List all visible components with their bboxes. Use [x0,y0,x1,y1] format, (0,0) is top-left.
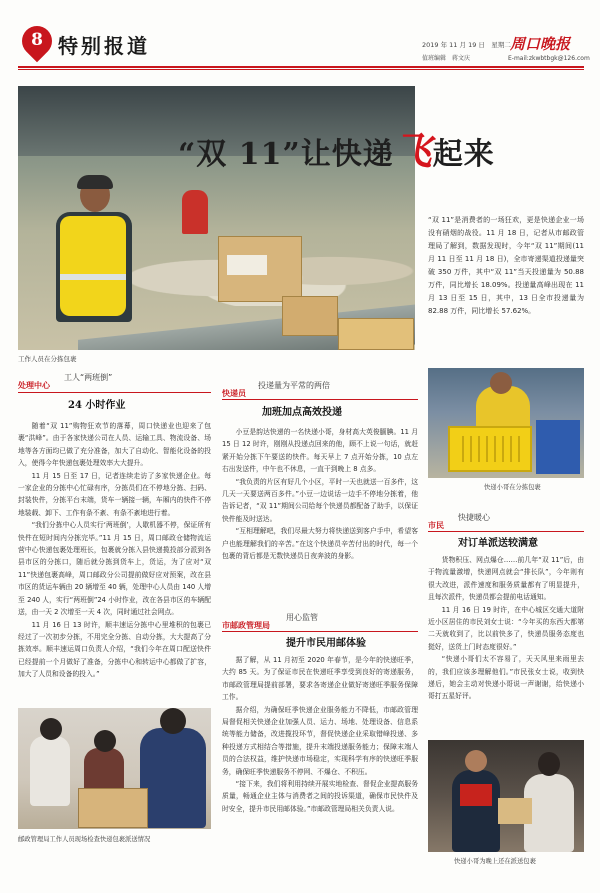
article-paragraph: 据了解，从 11 月初至 2020 年春节，是今年的快递旺季，大约 85 天。为了保证市民在快递旺季享受到良好的寄递服务，市邮政管理局提前部署，要求各寄递企业做好寄递旺季服务保障工作。 [222,656,418,702]
photo-courier [452,770,500,852]
section-kicker-postal: 用心监管 [286,613,318,622]
photo-blue-crate [536,420,580,474]
photo-courier-sorting [428,368,584,478]
section-rule [428,531,584,532]
section-headline-citizen: 对订单派送较满意 [458,538,538,549]
paper-logo: 周口晚报 [510,35,571,53]
article-paragraph: 11 月 16 日 19 时许，在中心城区交通大道附近小区居住的市民刘女士说：“今年买的东西大都第二天就收到了，比以前快多了，快递员服务态度也挺好，送货上门时态度很好。” [428,605,584,651]
masthead-rule [18,66,584,68]
section-kicker-courier: 投递量为平常的两倍 [258,381,330,390]
section-kicker-processing: 工人“两班倒” [64,373,113,382]
section-kicker-citizen: 快捷暖心 [458,513,490,522]
article-body-processing [18,420,211,702]
section-label-courier: 快递员 [222,389,246,398]
article-body-citizen [428,554,584,734]
article-paragraph: 11 月 15 日至 17 日，记者连续走访了多家快递企业。每一家企业的分拣中心忙碌有序，分拣员们在不停地分拣、扫码、封装快件，分拣平台末端，货车一辆接一辆，车厢内的快件不停地装载、卸下、工作有条不紊、有条不紊地进行着。 [18,471,211,517]
section-rule [222,399,418,400]
photo-person [140,728,206,828]
headline-part: 让快递 [300,137,394,172]
photo-caption: 快递小哥在分拣包裹 [484,484,541,491]
intro-paragraph: “双 11”是消费者的一场狂欢，更是快递企业一场没有硝烟的战役。11 月 18 日，记者从市邮政管理局了解到，数据发现时，今年“双 11”期间(11 月 11 日至 11 月 18 日)，全市寄递渠道投递量突破 350 万件，其中“双 11”当天投递量为 50.88 万件，同比增长 18.09%。投递量高峰出现在 11 月 13 日至 15 日，其中，13 日全市投递量为 82.88 万件，同比增长 57.62%。 [428,216,584,315]
article-paragraph: “接下来，我们将利用持续开展实地检查、督促企业提高服务质量，畅通企业主体与消费者之间的投诉渠道，确保市民快件及时安全，提升市民用邮体验。”市邮政管理局相关负责人说。 [222,780,418,813]
page-number-badge [22,26,52,60]
section-label-citizen: 市民 [428,521,444,530]
article-paragraph: “快递小哥们太不容易了，天天风里来雨里去的，我们应该多理解他们。”市民张女士说，收到快递后，她会主动对快递小哥说一声谢谢，给快递小哥打五星好评。 [428,655,584,701]
headline-highlight: 飞 [393,128,433,173]
photo-yellow-crate [448,426,532,472]
article-paragraph: “互相理解吧，我们尽最大努力将快递送到客户手中，希望客户也能理解我们的辛苦。”在这个快递员辛苦付出的时代，每一个包裹的背后都是无数快递员日夜奔波的身影。 [222,527,418,561]
article-paragraph: 小豆是韵达快递的一名快递小哥，身材高大英俊腼腆。11 月 15 日 12 时许，刚刚从投递点回来的他，顾不上说一句话，就赶紧开始分拣下午要送的快件。每天早上 7 点开始分拣，10 点左右出发送件，中午也不休息，一直干到晚上 8 点多。 [222,428,418,474]
worker-safety-vest [60,216,126,316]
section-headline-postal: 提升市民用邮体验 [286,638,366,649]
editor-email: E-mail:zkwbtbgk@126.com [508,55,590,62]
photo-postal-inspection [18,708,211,829]
article-paragraph: 随着“双 11”购物狂欢节的落幕，周口快递业也迎来了包裹“洪峰”。由于各家快递公司在人员、运输工具、物流设备、场地等各方面均已做了充分准备，加大了自动化、智能化设备的投入，使得今年快递包裹处理效率大大提升。 [18,422,211,468]
hero-headline [178,120,495,175]
section-label-processing: 处理中心 [18,381,50,390]
issue-date: 2019 年 11 月 19 日 星期二 [422,41,511,49]
photo-parcel-box [498,798,532,824]
article-body-courier [222,426,418,606]
photo-parcel-box [218,236,302,302]
photo-caption: 邮政管理局工作人员现场检查快递包裹派送情况 [18,836,151,843]
article-paragraph: 11 月 16 日 13 时许，顺丰速运分拣中心里堆积的包裹已经过了一次初步分拣，不用完全分拣、自动分拣，大大提高了分拣效率。顺丰速运周口负责人介绍，“我们今年在周口配送快件已经提前一个月做好了准备，分拣中心和转运中心都做了扩容，加大了人员和设备的投入。” [18,620,211,679]
section-title: 特别报道 [58,34,150,58]
photo-night-delivery [428,740,584,852]
photo-parcel-box [78,788,148,828]
section-rule [18,392,211,393]
masthead-rule-thin [18,69,584,70]
photo-background-worker [182,190,208,234]
article-body-postal [222,654,418,844]
editor-credit: 值班编辑 蒋文庆 [422,55,471,62]
section-headline-processing: 24 小时作业 [68,400,126,411]
photo-worker [46,178,138,350]
photo-parcel-box [282,296,338,336]
headline-part: “双 11” [178,137,301,172]
photo-parcel-box [338,318,414,350]
section-rule [222,631,418,632]
photo-caption: 快递小哥为晚上还在派送包裹 [454,858,536,865]
worker-cap [77,175,113,189]
photo-person [30,736,70,806]
hero-photo-caption: 工作人员在分拣包裹 [18,355,77,363]
headline-part: 起来 [432,137,495,172]
section-label-postal: 市邮政管理局 [222,621,270,630]
article-paragraph: “我们分拣中心人员实行‘两班倒’，人歇机器不停，保证所有快件在短时间内分拣完毕。”11 月 15 日，周口邮政仓储物流运营中心快递包裹处理班长，包裹就分拣入县快递揽投部分派到各县市区的分拣口，随后就分拣到货车上，货运，为了应对“双 11”快递包裹高峰，周口邮政分公司提前做好应对预案，改在县市区的货运车辆由 20 辆增至 40 辆，处理中心人员由 140 人增至 240 人，实行“两班倒”24 小时作业，改在各县市区的车辆配送，由一天 2 次增至一天 4 次，同时通过社会网点。 [18,521,211,617]
article-paragraph: 货物积压、网点爆仓……前几年“双 11”后，由于物流量激增，快递网点就会“排长队”，今年则有很大改进，派件速度和服务质量都有了明显提升，且每次派件，快递员都会提前电话通知。 [428,556,584,602]
section-headline-courier: 加班加点高效投递 [262,407,342,418]
article-paragraph: 据介绍，为确保旺季快递企业服务能力不降低，市邮政管理局督促相关快递企业加强人员、运力、场地、处理设备、信息系统等能力储备，改进揽投环节，督促快递企业采取错峰投递、多种投递方式相结合等措施，提升末端投递服务能力；保障末端人员的合法权益，维护快递市场稳定，实现科学有序的快递旺季服务，确保旺季快递服务不停网、不爆仓、不积压。 [222,705,418,776]
article-paragraph: “我负责的片区有好几个小区，平时一天也就送一百多件，这几天一天要送两百多件。”小豆一边说话一边手不停地分拣着，他告诉记者，“双 11”期间公司给每个快递员都配备了助手，以保证快件能及时送达。 [222,477,418,523]
page-number: 8 [31,30,43,50]
